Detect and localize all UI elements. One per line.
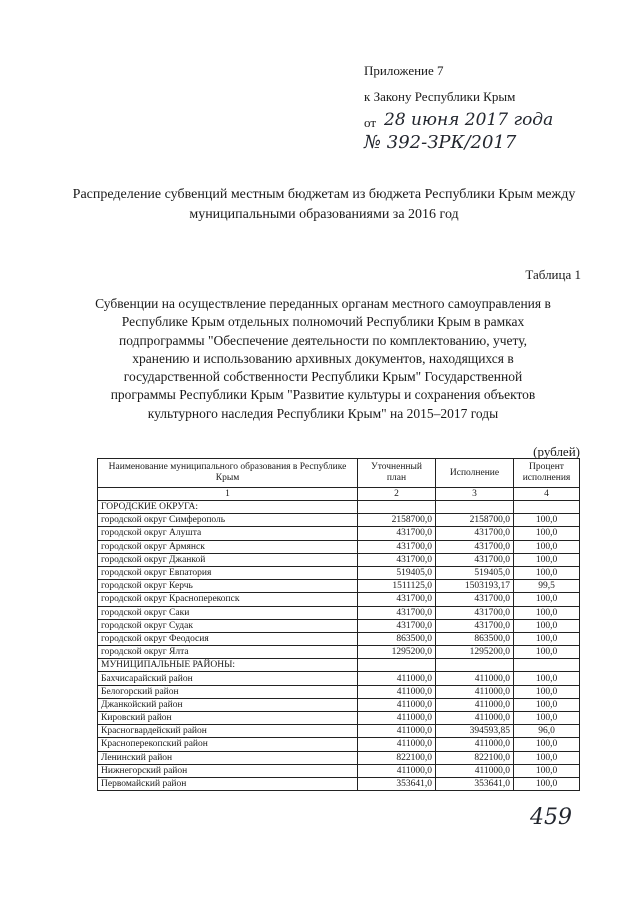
plan-value: 2158700,0 bbox=[358, 514, 436, 527]
header-pct: Процент исполнения bbox=[514, 459, 580, 488]
pct-value: 100,0 bbox=[514, 514, 580, 527]
table-label: Таблица 1 bbox=[525, 267, 581, 282]
table-row bbox=[98, 553, 580, 566]
exec-value: 2158700,0 bbox=[436, 514, 514, 527]
plan-value: 411000,0 bbox=[358, 698, 436, 711]
col-number: 1 bbox=[98, 488, 358, 501]
municipality-name: городской округ Феодосия bbox=[98, 632, 358, 645]
exec-value: 411000,0 bbox=[436, 698, 514, 711]
municipality-name: городской округ Джанкой bbox=[98, 553, 358, 566]
exec-value: 394593,85 bbox=[436, 725, 514, 738]
exec-value: 411000,0 bbox=[436, 712, 514, 725]
exec-value: 431700,0 bbox=[436, 553, 514, 566]
municipality-name: Джанкойский район bbox=[98, 698, 358, 711]
table-row bbox=[98, 738, 580, 751]
plan-value: 353641,0 bbox=[358, 777, 436, 790]
table-row bbox=[98, 646, 580, 659]
municipality-name: городской округ Судак bbox=[98, 619, 358, 632]
table-row bbox=[98, 619, 580, 632]
table-row bbox=[98, 593, 580, 606]
municipality-name: городской округ Евпатория bbox=[98, 566, 358, 579]
exec-value: 1503193,17 bbox=[436, 580, 514, 593]
plan-value: 1511125,0 bbox=[358, 580, 436, 593]
handwritten-page-number: 459 bbox=[530, 805, 572, 830]
section-row bbox=[98, 659, 580, 672]
exec-value: 431700,0 bbox=[436, 619, 514, 632]
pct-value: 100,0 bbox=[514, 593, 580, 606]
plan-value: 431700,0 bbox=[358, 553, 436, 566]
currency-unit: (рублей) bbox=[533, 444, 580, 459]
pct-value: 100,0 bbox=[514, 540, 580, 553]
pct-value: 100,0 bbox=[514, 606, 580, 619]
section-row bbox=[98, 501, 580, 514]
plan-value: 431700,0 bbox=[358, 593, 436, 606]
plan-value: 431700,0 bbox=[358, 619, 436, 632]
municipality-name: городской округ Красноперекопск bbox=[98, 593, 358, 606]
pct-value: 100,0 bbox=[514, 777, 580, 790]
table-row bbox=[98, 580, 580, 593]
empty-cell bbox=[514, 501, 580, 514]
pct-value: 100,0 bbox=[514, 685, 580, 698]
pct-value: 100,0 bbox=[514, 566, 580, 579]
exec-value: 431700,0 bbox=[436, 540, 514, 553]
col-number: 2 bbox=[358, 488, 436, 501]
pct-value: 100,0 bbox=[514, 646, 580, 659]
municipality-name: Кировский район bbox=[98, 712, 358, 725]
table-subtitle: Субвенции на осуществление переданных органам местного самоуправления в Республике Крым отдельных полномочий Республики Крым в рамках подпрограммы "Обеспечение деятельности по комплектованию, учету, хранению и использованию архивных документов, находящихся в государственной собственности Республики Крым" Государственной программы Республики Крым "Развитие культуры и сохранения объектов культурного наследия Республики Крым" на 2015–2017 годы bbox=[95, 296, 551, 421]
plan-value: 1295200,0 bbox=[358, 646, 436, 659]
table-body bbox=[98, 488, 580, 791]
plan-value: 822100,0 bbox=[358, 751, 436, 764]
municipality-name: городской округ Симферополь bbox=[98, 514, 358, 527]
municipality-name: Ленинский район bbox=[98, 751, 358, 764]
appendix-law: к Закону Республики Крым bbox=[364, 89, 516, 104]
table-row bbox=[98, 527, 580, 540]
municipality-name: Красногвардейский район bbox=[98, 725, 358, 738]
header-plan: Уточненный план bbox=[358, 459, 436, 488]
empty-cell bbox=[436, 501, 514, 514]
empty-cell bbox=[514, 659, 580, 672]
handwritten-law-number: № 392-ЗРК/2017 bbox=[364, 132, 517, 153]
appendix-date-prefix: от bbox=[364, 115, 377, 130]
exec-value: 1295200,0 bbox=[436, 646, 514, 659]
appendix-title: Приложение 7 bbox=[364, 63, 444, 78]
subsidy-table bbox=[97, 458, 580, 791]
plan-value: 411000,0 bbox=[358, 685, 436, 698]
col-number: 4 bbox=[514, 488, 580, 501]
empty-cell bbox=[358, 501, 436, 514]
municipality-name: Первомайский район bbox=[98, 777, 358, 790]
pct-value: 100,0 bbox=[514, 712, 580, 725]
municipality-name: городской округ Ялта bbox=[98, 646, 358, 659]
section-title: МУНИЦИПАЛЬНЫЕ РАЙОНЫ: bbox=[98, 659, 358, 672]
table-row bbox=[98, 514, 580, 527]
pct-value: 100,0 bbox=[514, 672, 580, 685]
municipality-name: городской округ Армянск bbox=[98, 540, 358, 553]
pct-value: 100,0 bbox=[514, 632, 580, 645]
exec-value: 411000,0 bbox=[436, 764, 514, 777]
pct-value: 100,0 bbox=[514, 751, 580, 764]
table-row bbox=[98, 764, 580, 777]
col-number: 3 bbox=[436, 488, 514, 501]
exec-value: 411000,0 bbox=[436, 672, 514, 685]
header-name: Наименование муниципального образования в Республике Крым bbox=[98, 459, 358, 488]
municipality-name: городской округ Саки bbox=[98, 606, 358, 619]
plan-value: 863500,0 bbox=[358, 632, 436, 645]
plan-value: 411000,0 bbox=[358, 725, 436, 738]
empty-cell bbox=[436, 659, 514, 672]
pct-value: 100,0 bbox=[514, 764, 580, 777]
handwritten-date: 28 июня 2017 года bbox=[384, 110, 554, 130]
table-row bbox=[98, 606, 580, 619]
plan-value: 431700,0 bbox=[358, 527, 436, 540]
table-row bbox=[98, 685, 580, 698]
exec-value: 353641,0 bbox=[436, 777, 514, 790]
plan-value: 411000,0 bbox=[358, 712, 436, 725]
table-row bbox=[98, 777, 580, 790]
exec-value: 431700,0 bbox=[436, 606, 514, 619]
plan-value: 411000,0 bbox=[358, 738, 436, 751]
pct-value: 100,0 bbox=[514, 527, 580, 540]
pct-value: 100,0 bbox=[514, 698, 580, 711]
exec-value: 519405,0 bbox=[436, 566, 514, 579]
municipality-name: Красноперекопский район bbox=[98, 738, 358, 751]
table-row bbox=[98, 712, 580, 725]
table-header-row bbox=[98, 459, 580, 488]
municipality-name: Белогорский район bbox=[98, 685, 358, 698]
section-title: ГОРОДСКИЕ ОКРУГА: bbox=[98, 501, 358, 514]
column-number-row bbox=[98, 488, 580, 501]
pct-value: 100,0 bbox=[514, 619, 580, 632]
exec-value: 431700,0 bbox=[436, 593, 514, 606]
exec-value: 863500,0 bbox=[436, 632, 514, 645]
pct-value: 100,0 bbox=[514, 738, 580, 751]
exec-value: 411000,0 bbox=[436, 685, 514, 698]
document-heading: Распределение субвенций местным бюджетам из бюджета Республики Крым между муниципальными образованиями за 2016 год bbox=[72, 187, 576, 222]
municipality-name: городской округ Керчь bbox=[98, 580, 358, 593]
pct-value: 99,5 bbox=[514, 580, 580, 593]
pct-value: 100,0 bbox=[514, 553, 580, 566]
table-row bbox=[98, 751, 580, 764]
exec-value: 431700,0 bbox=[436, 527, 514, 540]
plan-value: 411000,0 bbox=[358, 764, 436, 777]
municipality-name: Бахчисарайский район bbox=[98, 672, 358, 685]
header-exec: Исполнение bbox=[436, 459, 514, 488]
table-row bbox=[98, 632, 580, 645]
plan-value: 411000,0 bbox=[358, 672, 436, 685]
table-row bbox=[98, 698, 580, 711]
plan-value: 431700,0 bbox=[358, 606, 436, 619]
pct-value: 96,0 bbox=[514, 725, 580, 738]
plan-value: 519405,0 bbox=[358, 566, 436, 579]
plan-value: 431700,0 bbox=[358, 540, 436, 553]
table-row bbox=[98, 725, 580, 738]
table-row bbox=[98, 540, 580, 553]
table-row bbox=[98, 566, 580, 579]
municipality-name: городской округ Алушта bbox=[98, 527, 358, 540]
table-row bbox=[98, 672, 580, 685]
exec-value: 411000,0 bbox=[436, 738, 514, 751]
empty-cell bbox=[358, 659, 436, 672]
municipality-name: Нижнегорский район bbox=[98, 764, 358, 777]
exec-value: 822100,0 bbox=[436, 751, 514, 764]
